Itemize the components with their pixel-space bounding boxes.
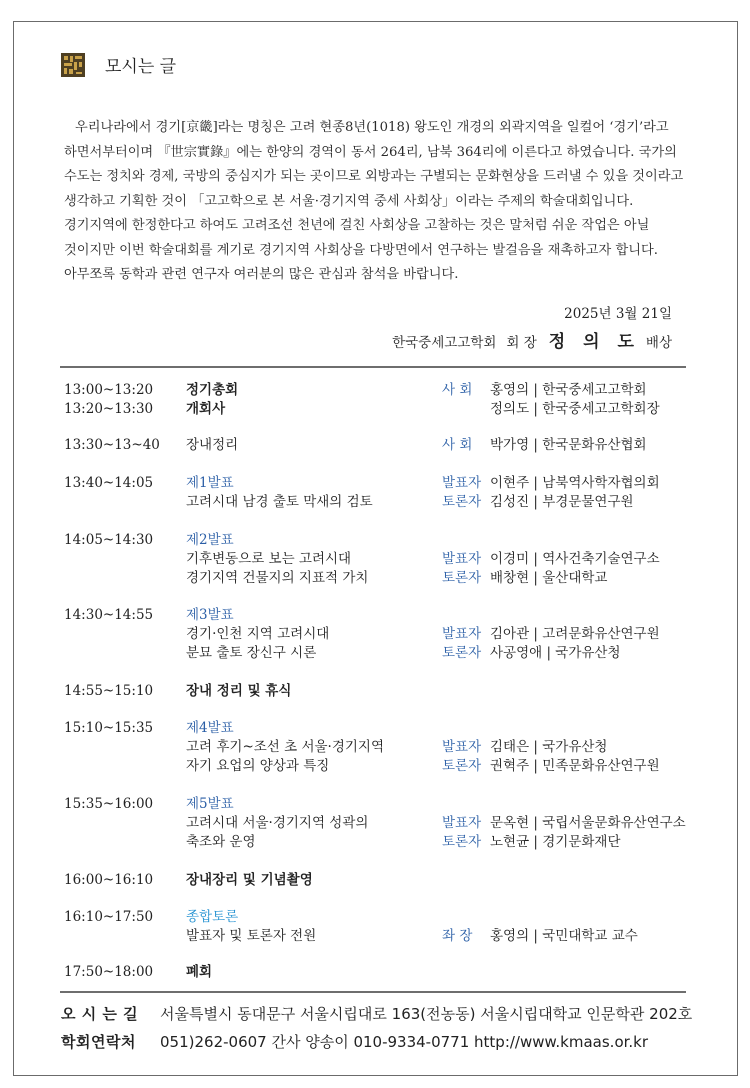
role-label: 발표자 — [442, 475, 482, 491]
role-label: 발표자 — [442, 739, 482, 755]
role-person: 김성진 | 부경문물연구원 — [490, 494, 634, 510]
role-label: 토론자 — [442, 570, 482, 586]
role-person: 사공영애 | 국가유산청 — [490, 645, 621, 661]
presentation-subject: 분묘 출토 장신구 시론 — [186, 645, 317, 661]
role-label: 발표자 — [442, 815, 482, 831]
signature-role: 회 장 — [506, 335, 537, 351]
intro-line: 우리나라에서 경기[京畿]라는 명칭은 고려 현종8년(1018) 왕도인 개경의 외곽지역을 일컬어 ‘경기’라고 — [75, 120, 669, 135]
schedule-time: 16:10~17:50 — [64, 909, 154, 925]
role-label: 발표자 — [442, 626, 482, 642]
role-label: 토론자 — [442, 645, 482, 661]
schedule-title: 장내 정리 및 휴식 — [186, 683, 292, 699]
schedule-time: 17:50~18:00 — [64, 964, 154, 980]
role-person: 박가영 | 한국문화유산협회 — [490, 437, 647, 453]
presentation-subject: 고려시대 남경 출토 막새의 검토 — [186, 494, 373, 510]
role-person: 이현주 | 남북역사학자협의회 — [490, 475, 660, 491]
presentation-subject: 자기 요업의 양상과 특징 — [186, 758, 330, 774]
schedule-title: 폐회 — [186, 964, 213, 980]
role-person: 배창현 | 울산대학교 — [490, 570, 608, 586]
signature — [392, 327, 672, 352]
presentation-title: 제1발표 — [186, 475, 234, 491]
role-label: 사 회 — [442, 437, 473, 453]
presentation-subject: 경기지역 건물지의 지표적 가치 — [186, 570, 369, 586]
role-person: 노현균 | 경기문화재단 — [490, 834, 621, 850]
presentation-subject: 고려시대 서울·경기지역 성곽의 — [186, 815, 369, 831]
presentation-subject: 경기·인천 지역 고려시대 — [186, 626, 330, 642]
contact-label: 학회연락처 — [61, 1033, 136, 1051]
role-person: 김태은 | 국가유산청 — [490, 739, 608, 755]
discussion-title: 종합토론 — [186, 909, 239, 925]
schedule-time: 13:20~13:30 — [64, 401, 154, 417]
schedule-time: 15:35~16:00 — [64, 796, 154, 812]
invitation-text — [64, 116, 684, 288]
intro-line: 아무쪼록 동학과 관련 연구자 여러분의 많은 관심과 참석을 바랍니다. — [64, 267, 459, 282]
role-person: 정의도 | 한국중세고고학회장 — [490, 401, 660, 417]
schedule-time: 15:10~15:35 — [64, 720, 154, 736]
role-person: 문옥현 | 국립서울문화유산연구소 — [490, 815, 686, 831]
role-label: 좌 장 — [442, 928, 473, 944]
schedule-time: 16:00~16:10 — [64, 872, 154, 888]
schedule-title: 장내정리 — [186, 437, 239, 453]
schedule-title: 정기총회 — [186, 382, 239, 398]
location-address: 서울특별시 동대문구 서울시립대로 163(전농동) 서울시립대학교 인문학관 202호 — [160, 1005, 693, 1023]
intro-line: 경기지역에 한정한다고 하여도 고려조선 천년에 걸친 사회상을 고찰하는 것은 말처럼 쉬운 작업은 아닐 — [64, 218, 650, 233]
role-person: 권혁주 | 민족문화유산연구원 — [490, 758, 660, 774]
schedule-time: 14:05~14:30 — [64, 532, 154, 548]
role-person: 김아관 | 고려문화유산연구원 — [490, 626, 660, 642]
signature-suffix: 배상 — [645, 335, 672, 351]
schedule-time: 13:30~13~40 — [64, 437, 160, 453]
role-person: 이경미 | 역사건축기술연구소 — [490, 551, 660, 567]
presentation-title: 제2발표 — [186, 532, 234, 548]
discussion-subject: 발표자 및 토론자 전원 — [186, 928, 317, 944]
signature-name: 정 의 도 — [548, 332, 640, 352]
signature-org: 한국중세고고학회 — [392, 335, 497, 351]
role-person: 홍영의 | 국민대학교 교수 — [490, 928, 638, 944]
presentation-subject: 축조와 운영 — [186, 834, 256, 850]
schedule-time: 13:40~14:05 — [64, 475, 154, 491]
role-label: 토론자 — [442, 494, 482, 510]
letter-date: 2025년 3월 21일 — [564, 306, 672, 322]
contact-info: 051)262-0607 간사 양송이 010-9334-0771 http://www.kmaas.or.kr — [160, 1033, 649, 1051]
schedule-time: 13:00~13:20 — [64, 382, 154, 398]
role-label: 토론자 — [442, 834, 482, 850]
presentation-title: 제4발표 — [186, 720, 234, 736]
presentation-title: 제5발표 — [186, 796, 234, 812]
section-heading — [61, 52, 176, 77]
schedule-title: 장내장리 및 기념촬영 — [186, 872, 313, 888]
presentation-subject: 기후변동으로 보는 고려시대 — [186, 551, 352, 567]
intro-line: 것이지만 이번 학술대회를 계기로 경기지역 사회상을 다방면에서 연구하는 발걸음을 재촉하고자 합니다. — [64, 242, 658, 258]
presentation-subject: 고려 후기~조선 초 서울·경기지역 — [186, 739, 385, 755]
schedule-time: 14:30~14:55 — [64, 607, 154, 623]
location-label: 오 시 는 길 — [61, 1005, 139, 1023]
divider-top — [60, 366, 686, 368]
seal-icon — [61, 53, 85, 77]
presentation-title: 제3발표 — [186, 607, 234, 623]
role-person: 홍영의 | 한국중세고고학회 — [490, 382, 647, 398]
intro-line: 생각하고 기획한 것이 「고고학으로 본 서울·경기지역 중세 사회상」이라는 주제의 학술대회입니다. — [64, 193, 634, 209]
divider-bottom — [60, 991, 686, 993]
role-label: 발표자 — [442, 551, 482, 567]
intro-line: 하면서부터이며 『世宗實錄』에는 한양의 경역이 동서 264리, 남북 364리에 이른다고 하였습니다. 국가의 — [64, 144, 677, 160]
role-label: 사 회 — [442, 382, 473, 398]
role-label: 토론자 — [442, 758, 482, 774]
schedule-title: 개회사 — [186, 401, 226, 417]
schedule-time: 14:55~15:10 — [64, 683, 154, 699]
heading-title: 모시는 글 — [105, 57, 177, 77]
intro-line: 수도는 정치와 경제, 국방의 중심지가 되는 곳이므로 외방과는 구별되는 문화현상을 드러낼 수 있을 것이라고 — [64, 169, 684, 184]
